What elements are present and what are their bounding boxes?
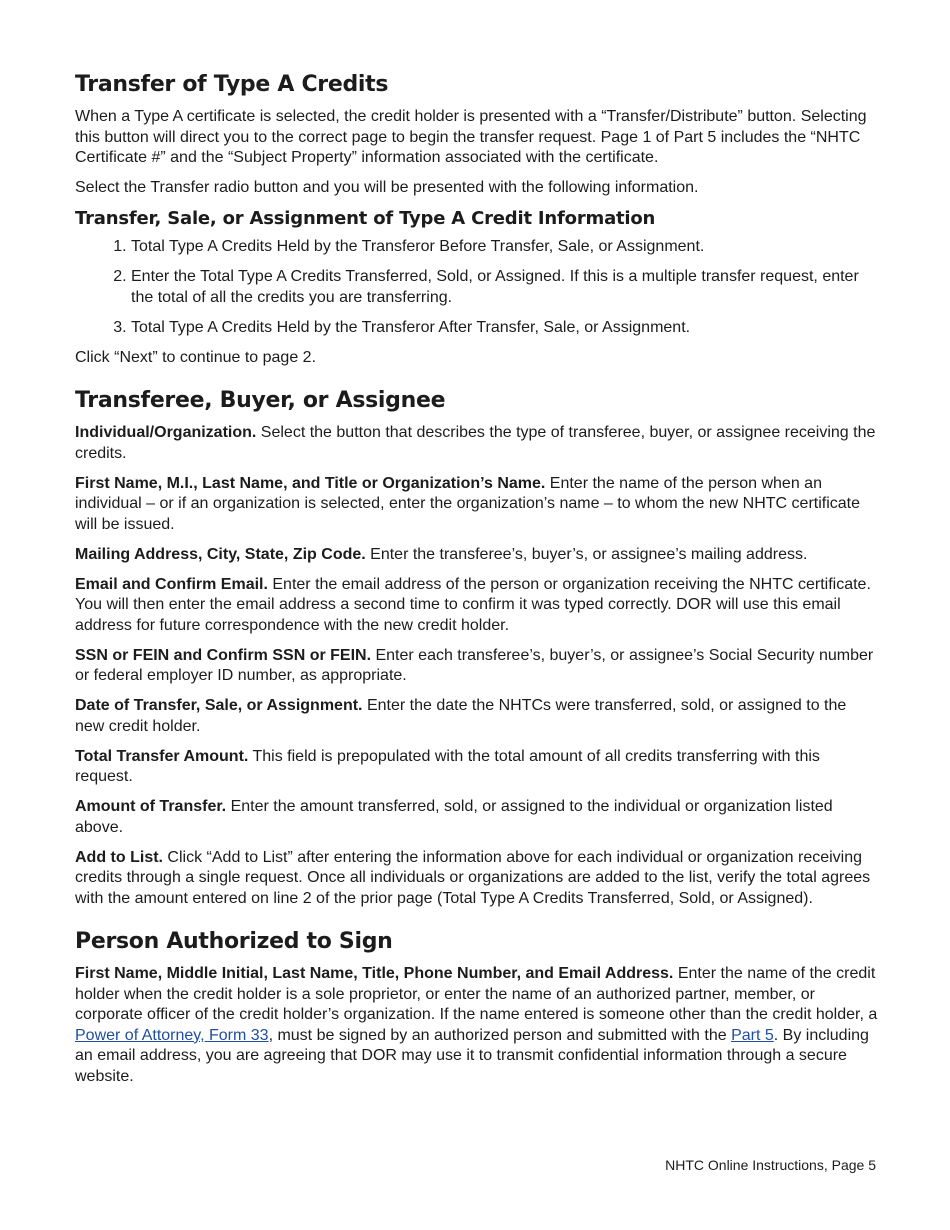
field-label: Mailing Address, City, State, Zip Code. xyxy=(75,545,366,563)
field-text: Enter the date the NHTCs were transferred, sold, or assigned to the new credit holder. xyxy=(75,697,847,735)
field-description xyxy=(75,646,880,687)
field-label: Individual/Organization. xyxy=(75,424,257,441)
heading-person-authorized: Person Authorized to Sign xyxy=(75,929,393,954)
list-item: 3. Total Type A Credits Held by the Transferor After Transfer, Sale, or Assignment. xyxy=(131,318,880,339)
field-label: First Name, M.I., Last Name, and Title or Organization’s Name. xyxy=(75,474,546,492)
field-description xyxy=(75,423,880,464)
field-text: Enter the transferee’s, buyer’s, or assignee’s mailing address. xyxy=(365,545,808,563)
field-description xyxy=(75,848,880,910)
heading-transferee: Transferee, Buyer, or Assignee xyxy=(75,388,446,413)
part-5-link[interactable]: Part 5 xyxy=(731,1026,774,1044)
transfer-radio-paragraph: Select the Transfer radio button and you will be presented with the following information. xyxy=(75,179,699,196)
field-text: Click “Add to List” after entering the information above for each individual or organization receiving credits through a single request. Once all individuals or organizations are added to the list, verify the total agrees with the amount entered on line 2 of the prior page (Total Type A Credits Transferred, Sold, or Assigned). xyxy=(75,848,871,907)
field-text: Enter the name of the person when an individual – or if an organization is selected, enter the organization’s name – to whom the new NHTC certificate will be issued. xyxy=(75,474,861,533)
field-text: Enter the amount transferred, sold, or assigned to the individual or organization listed above. xyxy=(75,798,833,836)
list-item: 1. Total Type A Credits Held by the Transferor Before Transfer, Sale, or Assignment. xyxy=(131,237,880,258)
heading-transfer-type-a: Transfer of Type A Credits xyxy=(75,72,389,97)
field-text: Enter the email address of the person or organization receiving the NHTC certificate. You will then enter the email address a second time to confirm it was typed correctly. DOR will use this email address for future correspondence with the new credit holder. xyxy=(75,575,871,634)
field-text: , must be signed by an authorized person and submitted with the xyxy=(268,1026,732,1044)
credit-info-list xyxy=(75,237,880,338)
field-text: This field is prepopulated with the total amount of all credits transferring with this request. xyxy=(75,747,820,785)
next-note: Click “Next” to continue to page 2. xyxy=(75,348,317,366)
field-label: Date of Transfer, Sale, or Assignment. xyxy=(75,697,363,714)
field-text: Enter each transferee’s, buyer’s, or assignee’s Social Security number or federal employer ID number, as appropriate. xyxy=(75,646,874,684)
list-item: 2. Enter the Total Type A Credits Transferred, Sold, or Assigned. If this is a multiple transfer request, enter the total of all the credits you are transferring. xyxy=(131,267,880,308)
field-label: First Name, Middle Initial, Last Name, Title, Phone Number, and Email Address. xyxy=(75,965,674,982)
intro-paragraph: When a Type A certificate is selected, the credit holder is presented with a “Transfer/Distribute” button. Selecting this button will direct you to the correct page to begin the transfer request. Page 1 of Part 5 includes the “NHTC Certificate #” and the “Subject Property” information associated with the certificate. xyxy=(75,108,867,166)
page-content xyxy=(75,72,880,1097)
field-label: Email and Confirm Email. xyxy=(75,575,268,593)
field-description xyxy=(75,696,880,737)
page-footer: NHTC Online Instructions, Page 5 xyxy=(665,1157,876,1173)
field-description xyxy=(75,747,880,788)
authorized-description xyxy=(75,964,880,1087)
field-text: Enter the name of the credit holder when the credit holder is a sole proprietor, or enter the name of an authorized partner, member, or corporate officer of the credit holder’s organization. If the name entered is someone other than the credit holder, a xyxy=(75,965,878,1023)
field-label: Amount of Transfer. xyxy=(75,798,227,815)
field-label: SSN or FEIN and Confirm SSN or FEIN. xyxy=(75,646,372,664)
field-description xyxy=(75,797,880,838)
power-of-attorney-link[interactable]: Power of Attorney, Form 33 xyxy=(75,1026,269,1044)
field-text: . By including an email address, you are agreeing that DOR may use it to transmit confidential information through a secure website. xyxy=(75,1026,869,1085)
field-description xyxy=(75,545,880,566)
field-description xyxy=(75,575,880,637)
subheading-credit-information: Transfer, Sale, or Assignment of Type A Credit Information xyxy=(75,208,656,229)
field-text: Select the button that describes the type of transferee, buyer, or assignee receiving the credits. xyxy=(75,424,876,462)
field-label: Add to List. xyxy=(75,848,163,866)
field-description xyxy=(75,474,880,536)
field-label: Total Transfer Amount. xyxy=(75,747,249,765)
